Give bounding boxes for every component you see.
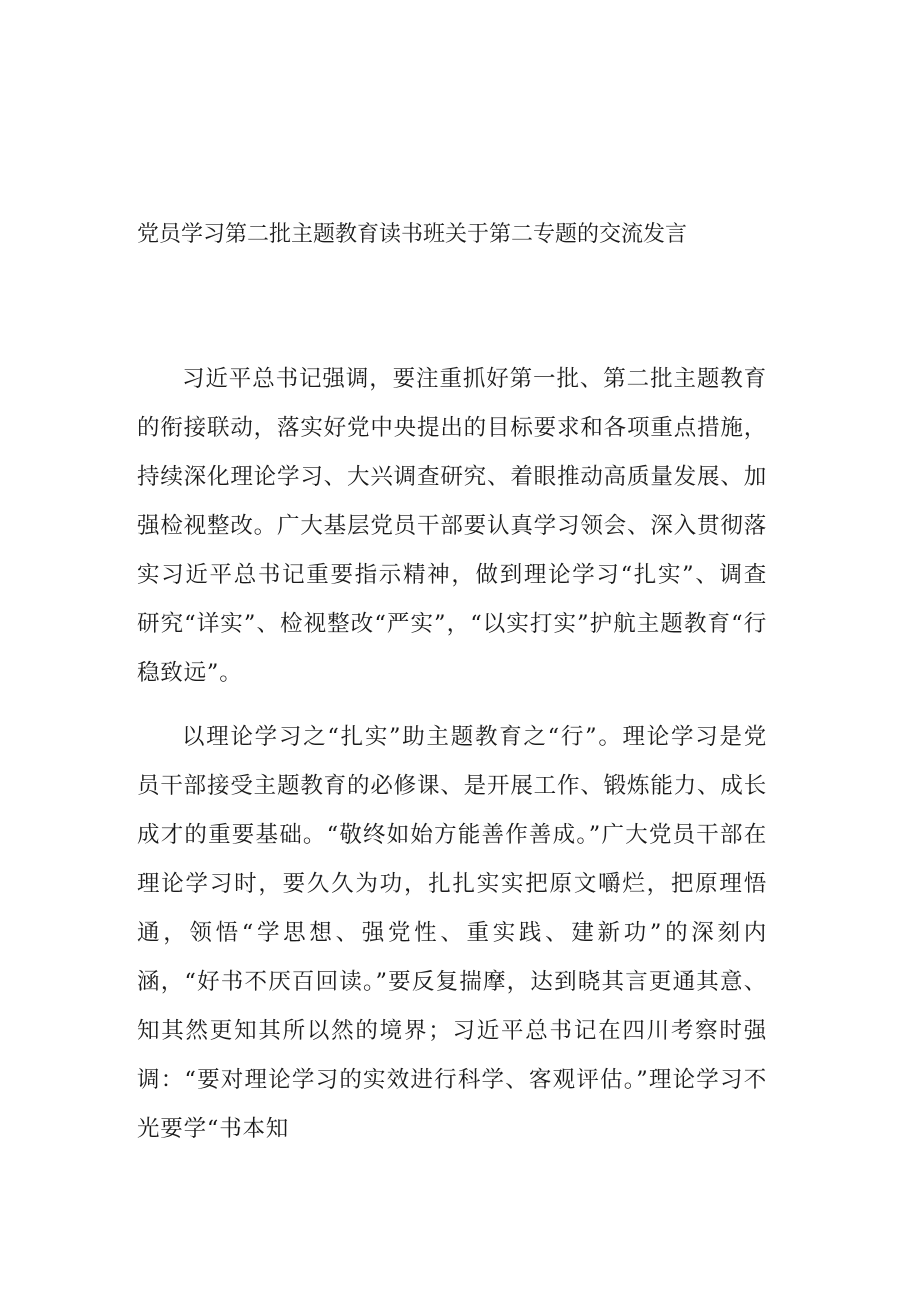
paragraph-1: 习近平总书记强调，要注重抓好第一批、第二批主题教育的衔接联动，落实好党中央提出的目标要求和各项重点措施，持续深化理论学习、大兴调查研究、着眼推动高质量发展、加强检视整改。广大基层党员干部要认真学习领会、深入贯彻落实习近平总书记重要指示精神，做到理论学习“扎实”、调查研究“详实”、检视整改“严实”，“以实打实”护航主题教育“行稳致远”。	[137, 366, 767, 686]
document-title: 党员学习第二批主题教育读书班关于第二专题的交流发言	[137, 222, 688, 247]
paragraph-2: 以理论学习之“扎实”助主题教育之“行”。理论学习是党员干部接受主题教育的必修课、是开展工作、锻炼能力、成长成才的重要基础。“敬终如始方能善作善成。”广大党员干部在理论学习时，要久久为功，扎扎实实把原文嚼烂，把原理悟通，领悟“学思想、强党性、重实践、建新功”的深刻内涵，“好书不厌百回读。”要反复揣摩，达到晓其言更通其意、知其然更知其所以然的境界；习近平总书记在四川考察时强调：“要对理论学习的实效进行科学、客观评估。”理论学习不光要学“书本知	[137, 724, 767, 1142]
